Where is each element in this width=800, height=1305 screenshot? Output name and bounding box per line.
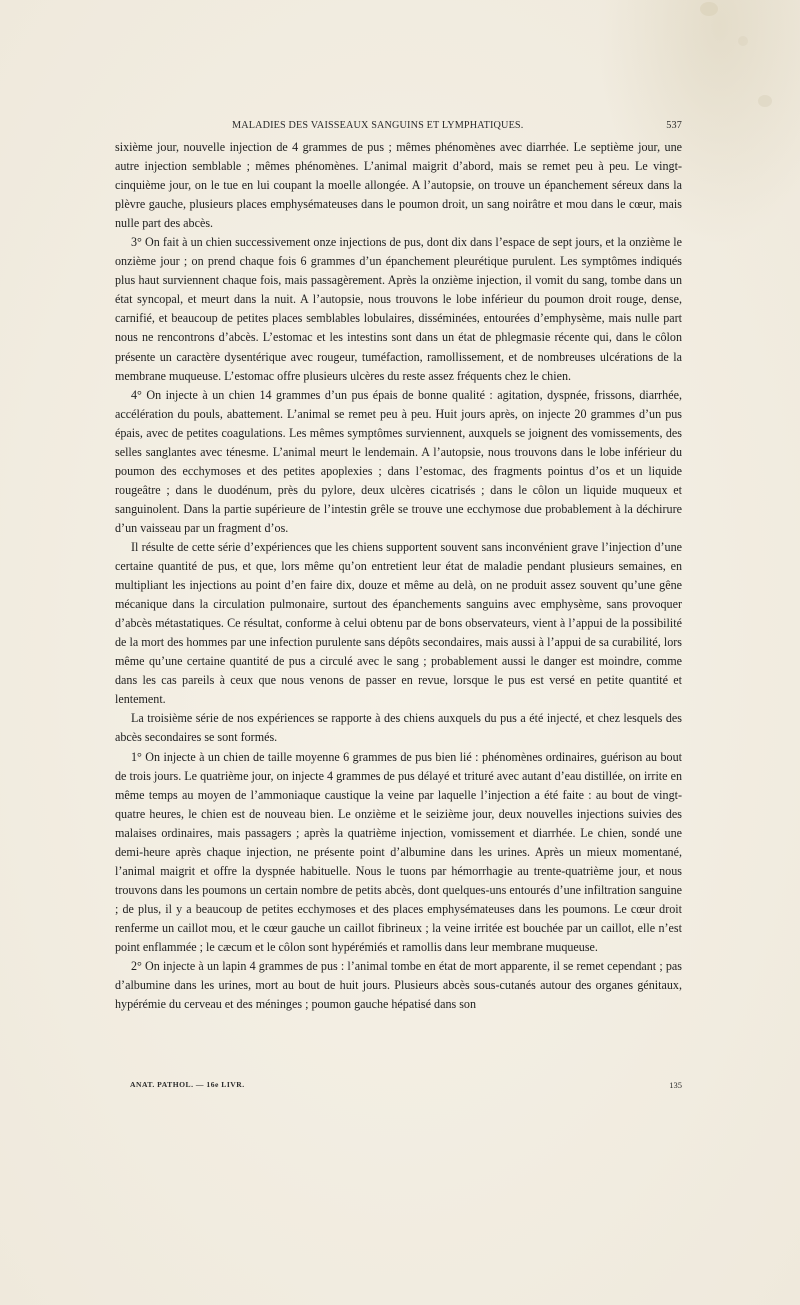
page-footer — [115, 1080, 682, 1094]
text-body — [115, 138, 682, 1014]
paper-stain — [700, 2, 718, 16]
paragraph: Il résulte de cette série d’expériences que les chiens supportent souvent sans inconvénient grave l’injection d’une certaine quantité de pus, et que, lors même qu’on entretient leur état de maladie pendant plusieurs semaines, en multipliant les injections au point d’en faire dix, douze et même au delà, on ne produit assez souvent qu’une gêne mécanique dans la circulation pulmonaire, surtout des épanchements sanguins avec emphysème, sans provoquer d’abcès métastatiques. Ce résultat, conforme à celui obtenu par de bons observateurs, vient à l’appui de la possibilité de la mort des hommes par une infection purulente sans dépôts secondaires, mais aussi à l’appui de sa curabilité, lors même qu’une certaine quantité de pus a circulé avec le sang ; probablement aussi le danger est moindre, comme dans les cas pareils à ceux que nous venons de passer en revue, lorsque le pus est versé en petite quantité et lentement. — [115, 539, 682, 707]
running-title: MALADIES DES VAISSEAUX SANGUINS ET LYMPHATIQUES. — [232, 120, 524, 131]
paper-stain — [738, 36, 748, 46]
page-number: 537 — [666, 120, 682, 131]
paragraph: sixième jour, nouvelle injection de 4 grammes de pus ; mêmes phénomènes avec diarrhée. Le septième jour, une autre injection semblable ; mêmes phénomènes. L’animal maigrit d’abord, mais se remet peu à peu. Le vingt-cinquième jour, on le tue en lui coupant la moelle allongée. A l’autopsie, on trouve un épanchement séreux dans la plèvre gauche, plusieurs places emphysémateuses dans le poumon droit, un sang noirâtre et mou dans le cœur, mais nulle part des abcès. — [115, 140, 682, 231]
paragraph: La troisième série de nos expériences se rapporte à des chiens auxquels du pus a été injecté, et chez lesquels des abcès secondaires se sont formés. — [115, 711, 682, 745]
signature-mark: ANAT. PATHOL. — 16e LIVR. — [130, 1080, 245, 1089]
running-header — [115, 120, 682, 136]
paragraph: 2° On injecte à un lapin 4 grammes de pus : l’animal tombe en état de mort apparente, il se remet cependant ; pas d’albumine dans les urines, mort au bout de huit jours. Plusieurs abcès sous-cutanés autour des organes génitaux, hypérémie du cerveau et des méninges ; poumon gauche hépatisé dans son — [115, 959, 682, 1012]
paper-stain — [758, 95, 772, 107]
paragraph: 3° On fait à un chien successivement onze injections de pus, dont dix dans l’espace de sept jours, et la onzième le onzième jour ; on prend chaque fois 6 grammes d’un épanchement pleurétique purulent. Les symptômes indiqués plus haut surviennent chaque fois, mais passagèrement. Après la onzième injection, il vomit du sang, tombe dans un état syncopal, et meurt dans la nuit. A l’autopsie, nous trouvons le lobe inférieur du poumon droit rouge, dense, carnifié, et beaucoup de petites places semblables lobulaires, disséminées, entourées d’emphysème, mais nulle part nous ne rencontrons d’abcès. L’estomac et les intestins sont dans un état de phlegmasie récente qui, dans le côlon présente un caractère dysentérique avec rougeur, tuméfaction, ramollissement, et de nombreuses ulcérations de la membrane muqueuse. L’estomac offre plusieurs ulcères du reste assez fréquents chez le chien. — [115, 235, 682, 383]
sheet-number: 135 — [669, 1080, 682, 1090]
paragraph: 4° On injecte à un chien 14 grammes d’un pus épais de bonne qualité : agitation, dyspnée, frissons, diarrhée, accélération du pouls, abattement. L’animal se remet peu à peu. Huit jours après, on injecte 20 grammes d’un pus épais, avec de petites coagulations. Les mêmes symptômes surviennent, auxquels se joignent des vomissements, des selles sanglantes avec ténesme. L’animal meurt le lendemain. A l’autopsie, nous trouvons dans le lobe inférieur du poumon des ecchymoses et des petites apoplexies ; dans l’estomac, des fragments pointus d’os et un liquide rougeâtre ; dans le duodénum, près du pylore, deux ulcères cicatrisés ; dans le côlon un liquide muqueux et sanguinolent. Dans la partie supérieure de l’intestin grêle se trouve une ecchymose due probablement à la déchirure d’un vaisseau par un fragment d’os. — [115, 387, 682, 535]
paragraph: 1° On injecte à un chien de taille moyenne 6 grammes de pus bien lié : phénomènes ordinaires, guérison au bout de trois jours. Le quatrième jour, on injecte 4 grammes de pus délayé et trituré avec autant d’eau distillée, on irrite en même temps au moyen de l’ammoniaque caustique la veine par laquelle l’injection a été faite : au bout de vingt-quatre heures, le chien est de nouveau bien. Le onzième et le seizième jour, deux nouvelles injections suivies des malaises ordinaires, mais passagers ; après la quatrième injection, vomissement et diarrhée. Le chien, sondé une demi-heure après chaque injection, ne présente point d’albumine dans les urines. Après un mieux momentané, l’animal maigrit et offre la dyspnée habituelle. Nous le tuons par hémorrhagie au trente-quatrième jour, et nous trouvons dans les poumons un certain nombre de petits abcès, dont quelques-uns entourés d’une infiltration sanguine ; de plus, il y a beaucoup de petites ecchymoses et des places emphysémateuses dans les poumons. Le cœur droit renferme un caillot mou, et le cœur gauche un caillot fibrineux ; la veine irritée est bouchée par un caillot, elle n’est point enflammée ; le cæcum et le côlon sont hypérémiés et ramollis dans leur membrane muqueuse. — [115, 749, 682, 954]
